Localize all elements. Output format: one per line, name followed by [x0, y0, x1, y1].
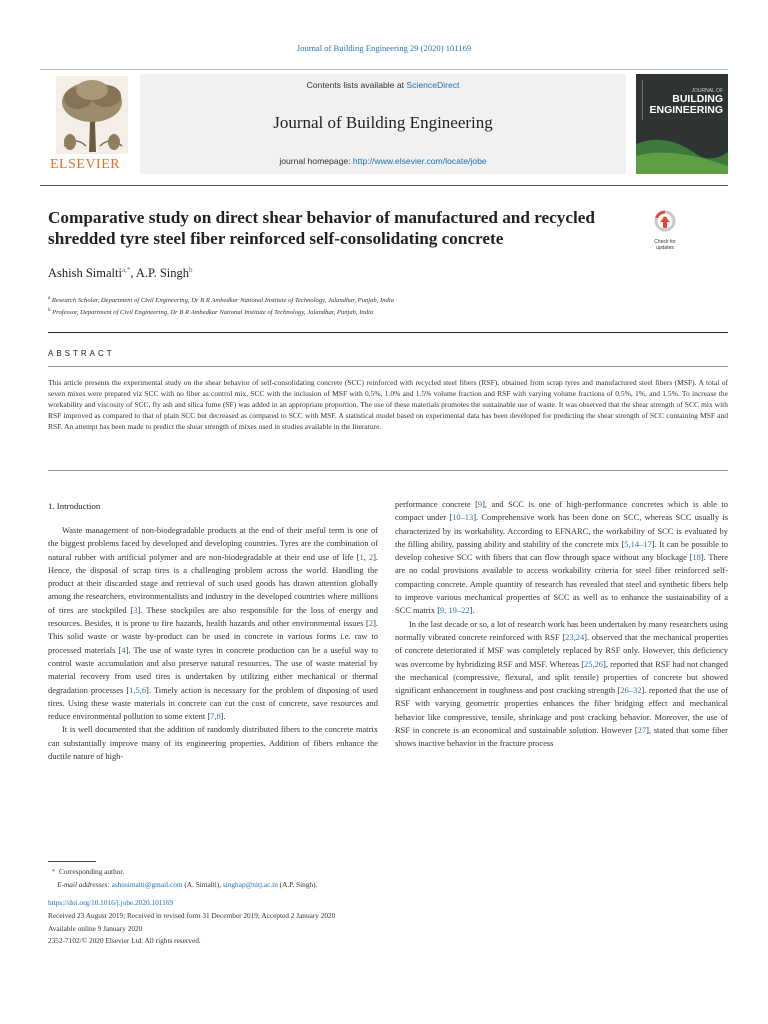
body-text: ]. reported that the use of RSF with varying geometric properties enhances the fiber bridging effect and mechanical behavior like compressive, tensile, shrinkage and post cracking behavior. Moreover, the use of RSF in concrete is an economical and sustainable solution. However [: [395, 685, 728, 736]
affiliation-mark: b: [48, 308, 51, 314]
citation-link[interactable]: 10–13: [452, 512, 474, 523]
article-title-line-1: Comparative study on direct shear behavior of manufactured and recycled: [48, 208, 595, 227]
body-text: In the last decade or so, a lot of research work has been undertaken by many researchers using normally vibrated concrete reinforced with RSF [: [395, 618, 728, 642]
body-text: ]. Timely action is necessary for the problem of disposing of used tires. Using these waste materials in concrete can cut the cost of concrete, save resources and reduce environmental pollution to some extent [: [48, 684, 378, 722]
body-paragraph: [395, 498, 728, 618]
corresponding-label: Corresponding author.: [58, 867, 125, 876]
citation-link[interactable]: 27: [637, 725, 647, 736]
affiliation-text: Research Scholar, Department of Civil Engineering, Dr B R Ambedkar National Institute of Technology, Jalandhar, Punjab, India: [51, 297, 394, 305]
body-text: ], and SCC is one of high-performance concretes which is able to compact under [: [395, 499, 728, 523]
body-paragraph: [395, 618, 728, 751]
section-divider: [48, 332, 728, 333]
email-link[interactable]: ashusimalti@gmail.com: [111, 879, 183, 889]
body-text: ]. These stockpiles are also responsible for the loss of energy and resources. Besides, it is prone to fire hazards, health hazards and other environmental issues [: [48, 604, 378, 629]
corresponding-author-note: [48, 866, 548, 879]
citation-link[interactable]: 1: [359, 551, 364, 562]
online-date: Available online 9 January 2020: [48, 923, 143, 933]
citation-link[interactable]: 3: [133, 604, 138, 615]
body-column-left: [48, 524, 378, 763]
body-text: ].: [220, 711, 226, 722]
citation-link[interactable]: 23,24: [565, 631, 585, 642]
email-label: E-mail addresses:: [57, 879, 110, 889]
citation-link[interactable]: 26–32: [620, 685, 642, 696]
email-owner: (A.P. Singh).: [277, 879, 318, 889]
citation-link[interactable]: 25,26: [584, 658, 604, 669]
author-marks[interactable]: a,*: [121, 266, 131, 274]
cover-title-1: BUILDING: [672, 93, 723, 105]
footnotes: [48, 866, 548, 892]
body-text: ,: [363, 551, 369, 562]
journal-title[interactable]: Journal of Building Engineering: [273, 113, 493, 132]
body-column-right: [395, 498, 728, 751]
footnote-divider: [48, 861, 96, 862]
body-text: Waste management of non-biodegradable products at the end of their useful term is one of the biggest problems faced by developed and developing countries. Tyres are the combination of natural rubber with artificial polymer and are non-biodegradable at their end use of life [: [48, 525, 378, 562]
body-text: performance concrete [: [395, 499, 478, 509]
contents-prefix: Contents lists available at: [306, 80, 407, 90]
email-line: [48, 879, 548, 892]
email-owner: (A. Simalti),: [182, 879, 223, 889]
abstract-text: This article presents the experimental study on the shear behavior of self-consolidating concrete (SCC) reinforced with recycled steel fibers (RSF), obtained from scrap tyres and manufactured steel fibers (MSF). A total of seven mixes were prepared viz SCC with no fiber as control mix, SCC with the inclusion of MSF with 0.5%, 1.0% and 1.5% volume fraction and RSF with varying volume fractions of 0.5%, 1%, and 1.5%. To increase the workability and viscosity of SCC, fly ash and silica fume (SF) was added in an appropriate proportion. The use of these materials promotes the sustainable use of waste. It was observed that the shear strength of SCC mix with RSF improved as compared to that of plain SCC but decreased as compared to SCC with MSF. A statistical model based on experimental data has been developed for predicting the shear strength of SCC containing MSF and RSF. An attempt has been made to predict the shear strength of mixes used in studies available in the literature.: [48, 378, 728, 432]
body-text: ], reported that RSF had not changed the mechanical (compressive, flexural, and split tensile) properties of concrete but showed significant enhancement in toughness and post cracking strength [: [395, 658, 728, 696]
elsevier-logo[interactable]: [48, 74, 134, 174]
affiliations: [48, 294, 728, 318]
sciencedirect-link[interactable]: ScienceDirect: [406, 80, 460, 90]
journal-homepage-link[interactable]: http://www.elsevier.com/locate/jobe: [352, 156, 487, 166]
body-text: ]. The use of waste tyres in concrete production can be a useful way to control waste accumulation and also preserve natural resources. The use of waste material by material recovery from used tires is undertaken by utilizing either mechanical or thermal degradation processes [: [48, 644, 378, 695]
citation-link[interactable]: 2: [368, 618, 374, 629]
received-dates: Received 23 August 2019; Received in revised form 31 December 2019; Accepted 2 January 2020: [48, 910, 336, 920]
article-title: [48, 207, 638, 249]
citation-link[interactable]: 9: [477, 499, 483, 509]
abstract-divider: [48, 366, 728, 367]
article-title-line-2: shredded tyre steel fiber reinforced self-consolidating concrete: [48, 229, 504, 248]
citation-link[interactable]: 4: [121, 644, 126, 655]
citation-link[interactable]: 18: [692, 552, 701, 563]
section-divider: [48, 470, 728, 471]
body-paragraph: It is well documented that the addition of randomly distributed fibers to the concrete matrix can substantially improve many of its engineering properties. Addition of fibers enhance the ductile nature of high-: [48, 724, 378, 762]
affiliation-item: [48, 306, 728, 318]
abstract-heading: ABSTRACT: [48, 349, 115, 358]
section-heading-introduction: 1. Introduction: [48, 501, 101, 511]
email-link[interactable]: singhap@nitj.ac.in: [222, 879, 278, 889]
author-name[interactable]: A.P. Singh: [135, 266, 190, 281]
author-marks[interactable]: b: [189, 266, 193, 274]
journal-citation[interactable]: Journal of Building Engineering 29 (2020) 101169: [296, 43, 472, 53]
copyright-line: 2352-7102/© 2020 Elsevier Ltd. All rights reserved.: [48, 936, 201, 946]
cover-small-text: JOURNAL OF: [691, 88, 723, 94]
citation-link[interactable]: 2: [368, 551, 374, 562]
footnote-star[interactable]: *: [51, 867, 56, 876]
homepage-prefix: journal homepage:: [279, 156, 353, 166]
journal-header-band: [140, 74, 626, 174]
check-for-updates-button[interactable]: [648, 210, 682, 252]
body-text: ]. Comprehensive work has been done on SCC, whereas SCC usually is characterized by its workability. According to EFNARC, the workability of SCC is evaluated by the filling ability, passing ability and stability of the concrete mix [: [395, 512, 728, 549]
citation-link[interactable]: 5,14–17: [624, 538, 652, 549]
citation-link[interactable]: 1,5,6: [129, 684, 147, 695]
author-name[interactable]: Ashish Simalti: [48, 266, 122, 281]
publication-info: [48, 897, 548, 948]
homepage-line: [140, 156, 626, 166]
doi-link[interactable]: https://doi.org/10.1016/j.jobe.2020.101169: [48, 898, 174, 907]
author-separator: ,: [130, 266, 136, 281]
journal-masthead: [40, 69, 728, 186]
contents-line: [140, 80, 626, 90]
body-text: ], stated that some fiber shows inactive behavior in the fracture process: [395, 725, 728, 749]
body-text: ]. There are no codal provisions available to access workability criteria for steel fiber reinforced self-compacting concrete. Ample quantity of research has revealed that steel and synthetic fibers help to improve various mechanical properties of SCC as well as to enhance the sustainability of a SCC matrix [: [395, 552, 728, 616]
body-text: ]. This solid waste or waste by-product can be used in concrete in various forms i.e. raw to processed materials [: [48, 618, 378, 655]
body-text: ].: [469, 605, 475, 616]
citation-link[interactable]: 7,8: [210, 711, 221, 722]
elsevier-wordmark: ELSEVIER: [50, 157, 121, 172]
check-updates-label: Check for updates: [654, 239, 676, 251]
citation-link[interactable]: 9, 19–22: [440, 605, 470, 616]
body-paragraph: [48, 524, 378, 723]
cover-title-2: ENGINEERING: [649, 103, 723, 116]
check-updates-icon: [654, 210, 676, 234]
journal-cover-image[interactable]: [636, 74, 728, 174]
body-text: ]. It can be possible to develop cohesive SCC with fibers that can flow through space without any blockage [: [395, 538, 729, 563]
author-list: [48, 266, 193, 281]
elsevier-tree-icon: [56, 76, 128, 154]
affiliation-mark: a: [48, 296, 51, 301]
body-text: ]. Hence, the disposal of scrap tires is a challenging problem across the world. Handling the product at their discarded stage and retrieval of such used goods has drawn attention globally among the researchers, environmentalists and industry in the developed countries where millions of tires are stockpiled [: [48, 551, 378, 615]
body-text: ]. observed that the mechanical properties of concrete deteriorated if MSF was completely replaced by RSF only. However, this deficiency was overcome by hybridizing RSF and MSF. Whereas [: [395, 631, 728, 669]
affiliation-item: [48, 294, 728, 306]
affiliation-text: Professor, Department of Civil Engineering, Dr B R Ambedkar National Institute of Technology, Jalandhar, Punjab, India: [52, 309, 374, 317]
cover-title: [649, 88, 723, 115]
